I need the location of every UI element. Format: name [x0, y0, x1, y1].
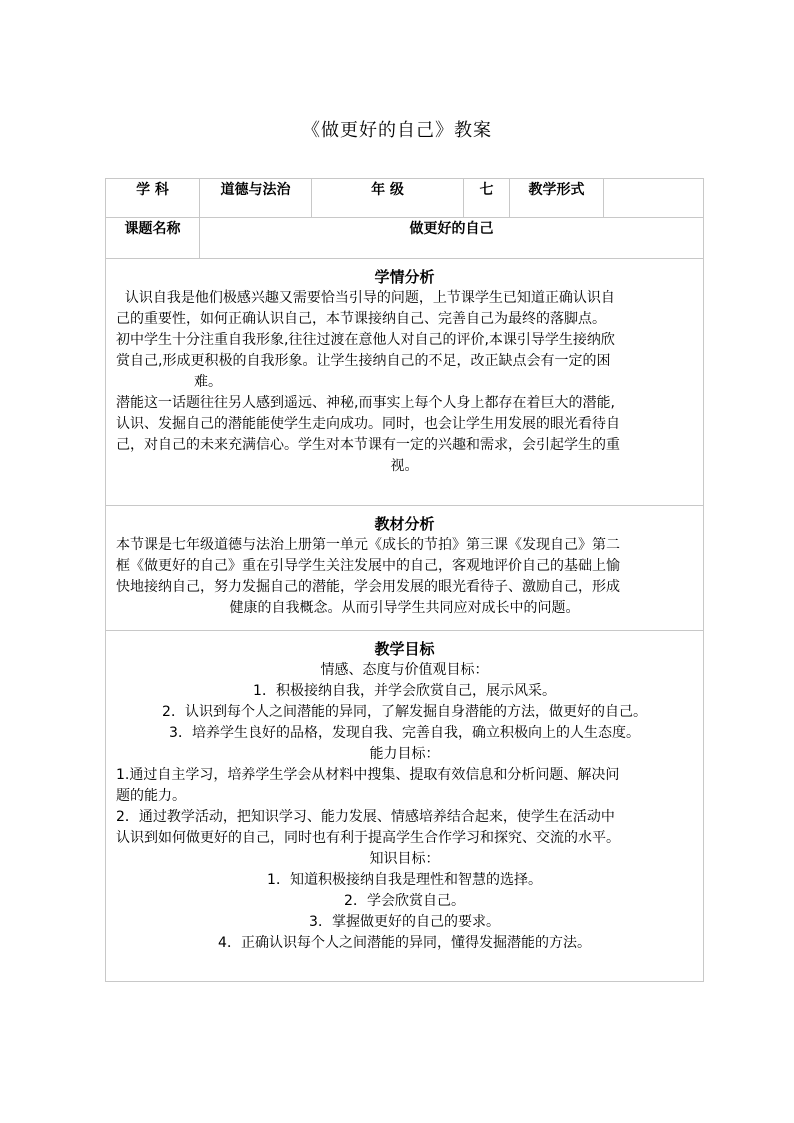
learning-analysis-cell: [106, 259, 704, 506]
page-title: 《做更好的自己》教案: [302, 120, 492, 141]
objective-item: 3．掌握做更好的自己的要求。: [309, 914, 500, 930]
emotion-objectives-title: 情感、态度与价值观目标：: [320, 662, 489, 678]
objective-item: 认识到如何做更好的自己，同时也有利于提高学生合作学习和探究、交流的水平。: [116, 830, 620, 846]
topic-label: 课题名称: [106, 218, 200, 259]
lesson-plan-table: [105, 178, 704, 982]
objective-item: 2．通过教学活动，把知识学习、能力发展、情感培养结合起来，使学生在活动中: [116, 809, 615, 825]
subject-label: 学 科: [106, 179, 200, 218]
material-analysis-line: 本节课是七年级道德与法治上册第一单元《成长的节拍》第三课《发现自己》第二: [116, 537, 620, 553]
objective-item: 2．学会欣赏自己。: [344, 893, 465, 909]
learning-analysis-heading: 学情分析: [374, 268, 435, 286]
learning-analysis-line: 潜能这一话题往往另人感到遥远、神秘,而事实上每个人身上都存在着巨大的潜能,: [116, 395, 615, 411]
objective-item: 题的能力。: [116, 788, 186, 804]
material-analysis-heading: 教材分析: [374, 515, 435, 533]
learning-analysis-line: 认识自我是他们极感兴趣又需要恰当引导的问题，上节课学生已知道正确认识自: [116, 290, 615, 306]
subject-value: 道德与法治: [200, 179, 312, 218]
objectives-heading: 教学目标: [374, 640, 435, 658]
form-value: [604, 179, 704, 218]
grade-value: 七: [464, 179, 510, 218]
grade-label: 年 级: [312, 179, 464, 218]
knowledge-objectives-title: 知识目标：: [369, 851, 440, 867]
objective-item: 2．认识到每个人之间潜能的异同，了解发掘自身潜能的方法，做更好的自己。: [162, 704, 647, 720]
form-label: 教学形式: [510, 179, 604, 218]
objective-item: 3．培养学生良好的品格，发现自我、完善自我，确立积极向上的人生态度。: [169, 725, 640, 741]
learning-analysis-line: 视。: [390, 458, 419, 474]
learning-analysis-line: 难。: [194, 374, 222, 390]
objectives-row: [106, 631, 704, 982]
objective-item: 1．积极接纳自我，并学会欣赏自己，展示风采。: [253, 683, 556, 699]
learning-analysis-line: 赏自己,形成更积极的自我形象。让学生接纳自己的不足，改正缺点会有一定的困: [116, 353, 611, 369]
topic-value: 做更好的自己: [200, 218, 704, 259]
objectives-cell: [106, 631, 704, 982]
learning-analysis-line: 己，对自己的未来充满信心。学生对本节课有一定的兴趣和需求，会引起学生的重: [116, 437, 620, 453]
ability-objectives-title: 能力目标：: [369, 746, 440, 762]
learning-analysis-line: 己的重要性，如何正确认识自己，本节课接纳自己、完善自己为最终的落脚点。: [116, 311, 606, 327]
objective-item: 1.通过自主学习，培养学生学会从材料中搜集、提取有效信息和分析问题、解决问: [116, 767, 620, 783]
objective-item: 4．正确认识每个人之间潜能的异同，懂得发掘潜能的方法。: [218, 935, 591, 951]
material-analysis-line: 快地接纳自己，努力发掘自己的潜能，学会用发展的眼光看待子、激励自己，形成: [116, 579, 620, 595]
material-analysis-row: [106, 506, 704, 631]
material-analysis-cell: [106, 506, 704, 631]
header-row: [106, 179, 704, 218]
material-analysis-line: 健康的自我概念。从而引导学生共同应对成长中的问题。: [229, 600, 580, 616]
learning-analysis-line: 初中学生十分注重自我形象,往往过渡在意他人对自己的评价,本课引导学生接纳欣: [116, 332, 615, 348]
learning-analysis-line: 认识、发掘自己的潜能能使学生走向成功。同时，也会让学生用发展的眼光看待自: [116, 416, 620, 432]
learning-analysis-row: [106, 259, 704, 506]
objective-item: 1．知道积极接纳自我是理性和智慧的选择。: [267, 872, 542, 888]
material-analysis-line: 框《做更好的自己》重在引导学生关注发展中的自己，客观地评价自己的基础上愉: [116, 558, 620, 574]
topic-row: [106, 218, 704, 259]
